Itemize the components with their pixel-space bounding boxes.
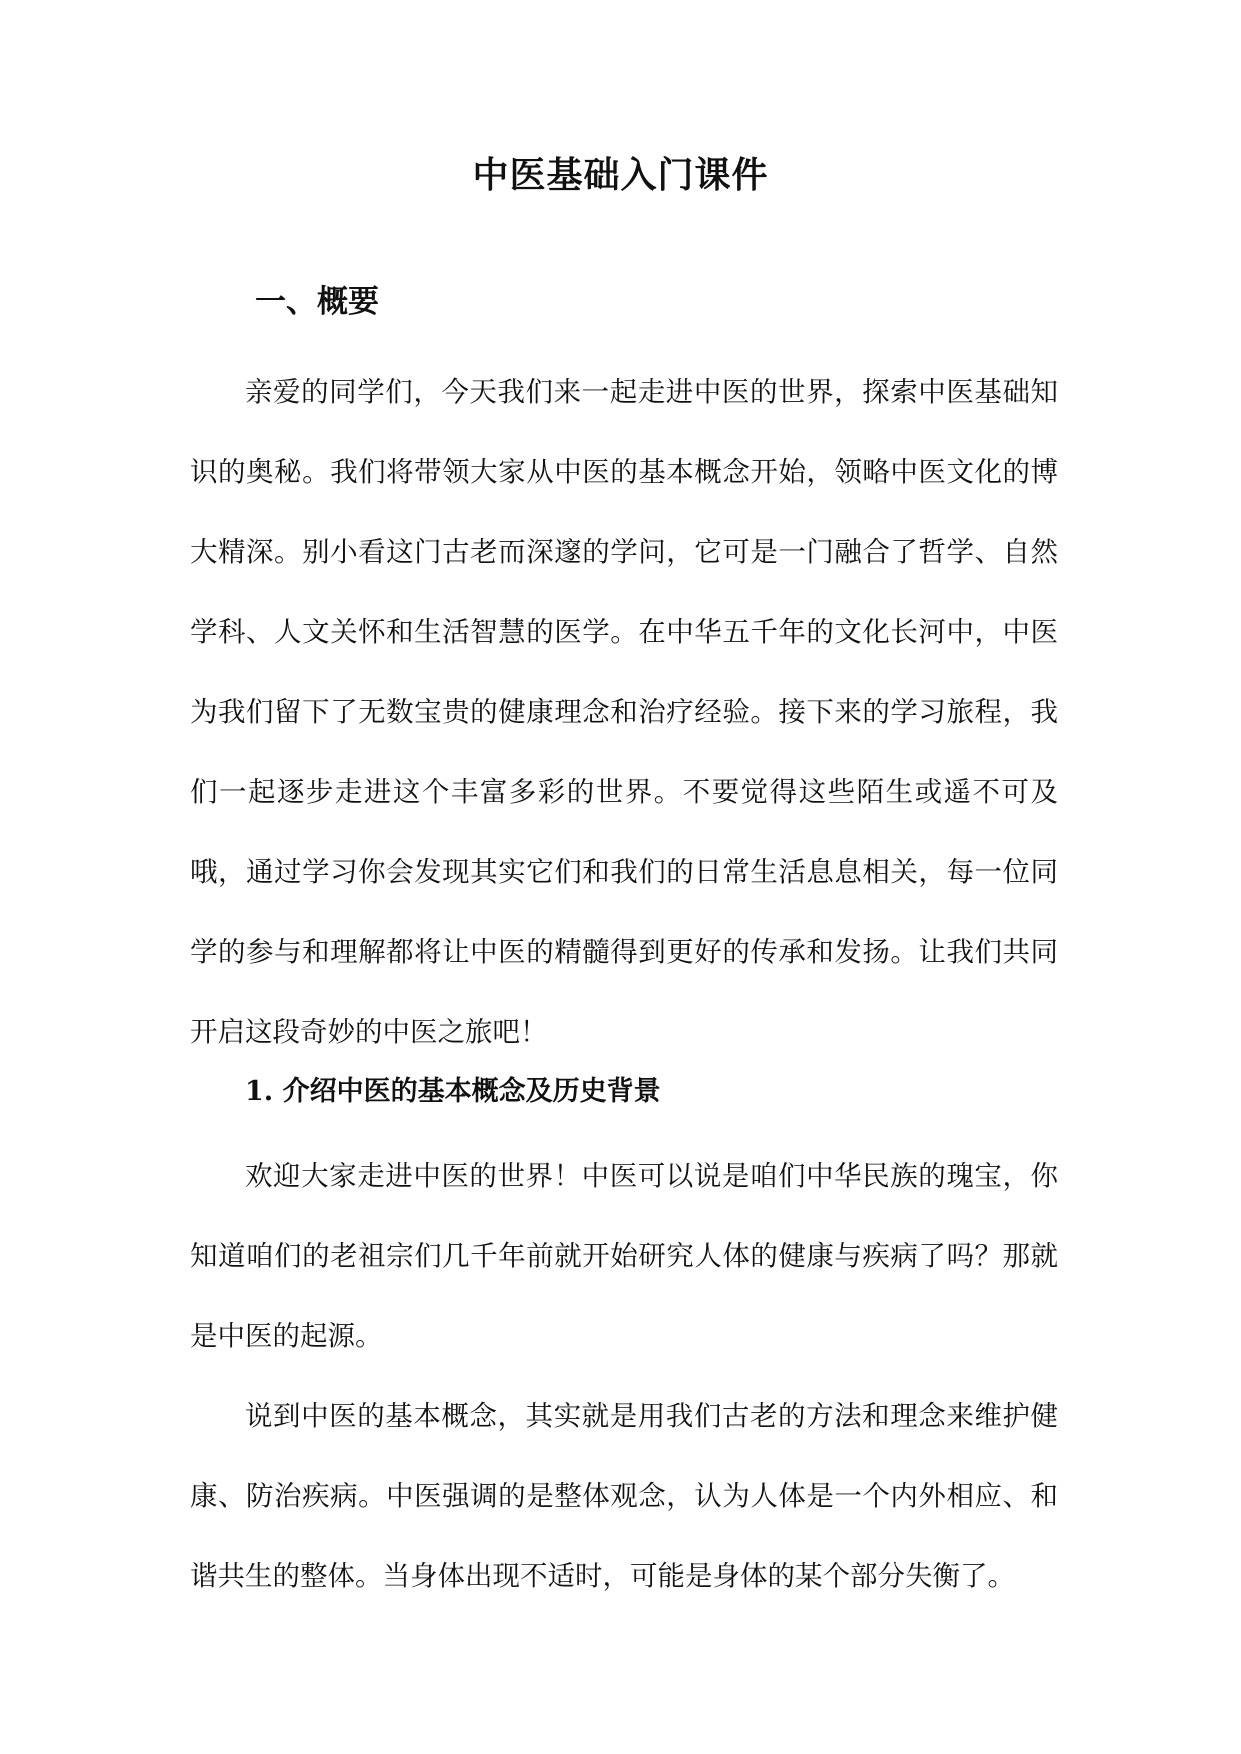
document-title: 中医基础入门课件 [472, 154, 769, 196]
section-heading-overview: 一、概要 [255, 284, 379, 320]
intro-paragraph: 亲爱的同学们，今天我们来一起走进中医的世界，探索中医基础知识的奥秘。我们将带领大家从中医的基本概念开始，领略中医文化的博大精深。别小看这门古老而深邃的学问，它可是一门融合了哲学、自然学科、人文关怀和生活智慧的医学。在中华五千年的文化长河中，中医为我们留下了无数宝贵的健康理念和治疗经验。接下来的学习旅程，我们一起逐步走进这个丰富多彩的世界。不要觉得这些陌生或遥不可及哦，通过学习你会发现其实它们和我们的日常生活息息相关，每一位同学的参与和理解都将让中医的精髓得到更好的传承和发扬。让我们共同开启这段奇妙的中医之旅吧！ [190, 376, 1058, 1048]
body-paragraph: 欢迎大家走进中医的世界！中医可以说是咱们中华民族的瑰宝，你知道咱们的老祖宗们几千年前就开始研究人体的健康与疾病了吗？那就是中医的起源。 [190, 1160, 1058, 1352]
subsection-heading: 1. 介绍中医的基本概念及历史背景 [245, 1076, 661, 1107]
body-paragraph: 说到中医的基本概念，其实就是用我们古老的方法和理念来维护健康、防治疾病。中医强调的是整体观念，认为人体是一个内外相应、和谐共生的整体。当身体出现不适时，可能是身体的某个部分失衡了。 [190, 1400, 1058, 1592]
